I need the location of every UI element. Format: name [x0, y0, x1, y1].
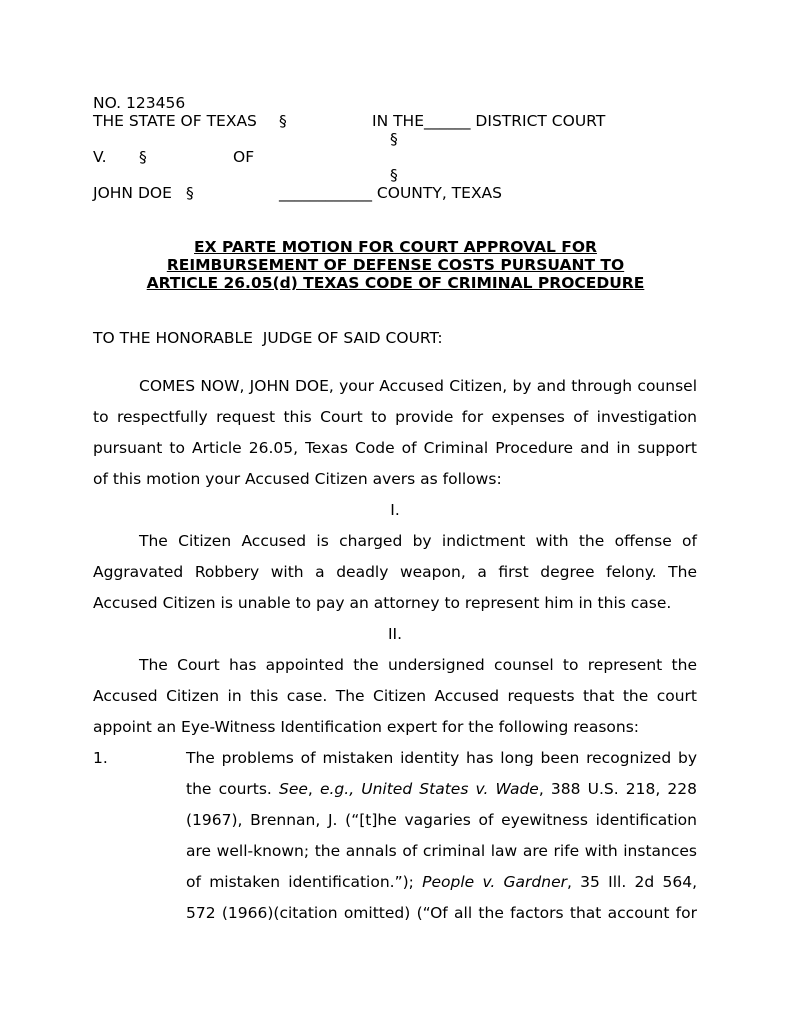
intro-line: to respectfully request this Court to provide for expenses of investigation [93, 408, 697, 426]
list-text: the courts. [186, 780, 279, 798]
list-number: 1. [93, 749, 108, 767]
case-citation: People v. Gardner [422, 873, 567, 891]
section-heading-i: I. [390, 501, 400, 519]
list-line: are well-known; the annals of criminal law are rife with instances [186, 842, 697, 860]
motion-title-line-2: REIMBURSEMENT OF DEFENSE COSTS PURSUANT TO [166, 256, 625, 274]
section-i-line: Aggravated Robbery with a deadly weapon, a first degree felony. The [93, 563, 697, 581]
intro-line: COMES NOW, JOHN DOE, your Accused Citizen, by and through counsel [139, 377, 697, 395]
list-line: (1967), Brennan, J. (“[t]he vagaries of eyewitness identification [186, 811, 697, 829]
section-heading-ii: II. [387, 625, 403, 643]
caption-of: OF [233, 148, 255, 166]
caption-party-state: THE STATE OF TEXAS [93, 112, 257, 130]
section-ii-line: Accused Citizen in this case. The Citizen Accused requests that the court [93, 687, 697, 705]
section-symbol: § [279, 112, 287, 130]
list-line [186, 774, 697, 805]
intro-line: pursuant to Article 26.05, Texas Code of Criminal Procedure and in support [93, 439, 697, 457]
list-text: , 388 U.S. 218, 228 [538, 780, 698, 798]
case-number: NO. 123456 [93, 94, 186, 112]
motion-title-line-3: ARTICLE 26.05(d) TEXAS CODE OF CRIMINAL PROCEDURE [146, 274, 645, 292]
list-line: 572 (1966)(citation omitted) (“Of all the factors that account for [186, 904, 697, 922]
salutation: TO THE HONORABLE JUDGE OF SAID COURT: [93, 329, 443, 347]
list-line: The problems of mistaken identity has long been recognized by [186, 749, 697, 767]
citation-signal: See [278, 780, 308, 798]
section-symbol: § [139, 148, 147, 166]
section-ii-line: The Court has appointed the undersigned counsel to represent the [139, 656, 697, 674]
list-text: of mistaken identification.”); [186, 873, 423, 891]
list-text: , [307, 780, 320, 798]
caption-party-defendant: JOHN DOE [93, 184, 172, 202]
case-citation: e.g., United States v. Wade [319, 780, 539, 798]
intro-line: of this motion your Accused Citizen avers as follows: [93, 470, 502, 488]
section-i-line: The Citizen Accused is charged by indictment with the offense of [139, 532, 697, 550]
list-item [186, 743, 697, 929]
list-line [186, 867, 697, 898]
caption-county: ____________ COUNTY, TEXAS [279, 184, 503, 202]
caption-versus: V. [93, 148, 107, 166]
section-i-line: Accused Citizen is unable to pay an attorney to represent him in this case. [93, 594, 672, 612]
list-text: , 35 Ill. 2d 564, [567, 873, 697, 891]
section-symbol: § [390, 166, 398, 184]
section-ii-line: appoint an Eye-Witness Identification expert for the following reasons: [93, 718, 640, 736]
section-symbol: § [390, 130, 398, 148]
motion-title-line-1: EX PARTE MOTION FOR COURT APPROVAL FOR [194, 238, 597, 256]
section-symbol: § [186, 184, 194, 202]
motion-body [93, 371, 697, 743]
caption-court: IN THE______ DISTRICT COURT [372, 112, 606, 130]
